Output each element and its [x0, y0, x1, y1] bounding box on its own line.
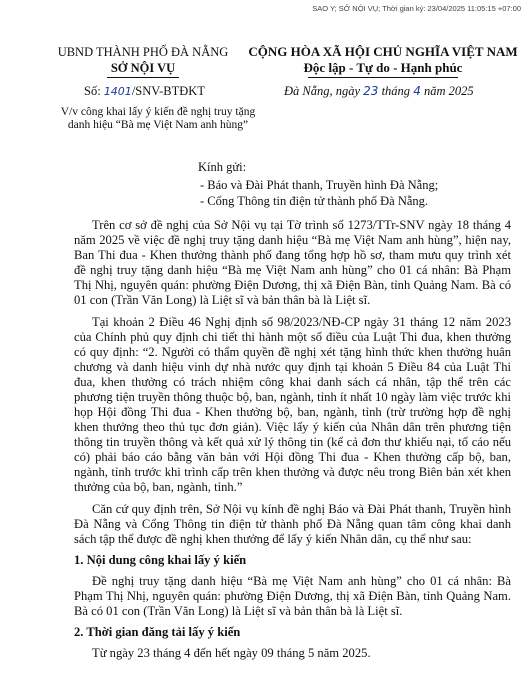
handwritten-month: 4 [413, 84, 421, 98]
document-number: Số: 1401/SNV-BTĐKT [84, 84, 205, 98]
country-name: CỘNG HÒA XÃ HỘI CHỦ NGHĨA VIỆT NAM [248, 44, 518, 59]
handwritten-day: 23 [363, 84, 379, 98]
document-subject: V/v công khai lấy ý kiến đề nghị truy tặng danh hiệu “Bà mẹ Việt Nam anh hùng” [60, 106, 256, 131]
agency-parent: UBND THÀNH PHỐ ĐÀ NẴNG [57, 45, 229, 59]
agency-underline [107, 77, 179, 78]
paragraph: Căn cứ quy định trên, Sở Nội vụ kính đề nghị Báo và Đài Phát thanh, Truyền hình Đà Nẵng và Cổng Thông tin điện tử thành phố Đà Nẵng quan tâm công khai danh sách tập thể được đề nghị khen thưởng để lấy ý kiến Nhân dân, cụ thể như sau: [74, 502, 511, 546]
agency-block [38, 44, 248, 78]
national-title-block [238, 44, 528, 78]
recipient-item: - Báo và Đài Phát thanh, Truyền hình Đà Nẵng; [200, 178, 439, 192]
paragraph: Từ ngày 23 tháng 4 đến hết ngày 09 tháng 5 năm 2025. [92, 646, 371, 660]
agency-name: SỞ NỘI VỤ [110, 61, 176, 75]
paragraph: Trên cơ sở đề nghị của Sở Nội vụ tại Tờ trình số 1273/TTr-SNV ngày 18 tháng 4 năm 2025 về việc đề nghị truy tặng danh hiệu “Bà mẹ Việt Nam anh hùng”, hiện nay, Ban Thi đua - Khen thưởng thành phố đang tổng hợp hồ sơ, tham mưu quy trình xét đề nghị truy tặng danh hiệu “Bà mẹ Việt Nam anh hùng” cho 01 cá nhân: Bà Phạm Thị Nhị, nguyên quán: phường Điện Dương, thị xã Điện Bàn, tỉnh Quảng Nam. Bà có 01 con (Trần Văn Long) là Liệt sĩ và bản thân bà là Liệt sĩ. [74, 218, 511, 307]
paragraph: Tại khoản 2 Điều 46 Nghị định số 98/2023/NĐ-CP ngày 31 tháng 12 năm 2023 của Chính phủ quy định chi tiết thi hành một số điều của Luật Thi đua, khen thưởng có quy định: “2. Người có thẩm quyền đề nghị xét tặng hình thức khen thưởng huân chương và danh hiệu vinh dự nhà nước quy định tại khoản 5 Điều 84 của Luật Thi đua, khen thưởng có trách nhiệm công khai danh sách cá nhân, tập thể trên các phương tiện truyền thông thuộc bộ, ban, ngành, tỉnh ít nhất 10 ngày làm việc trước khi họp Hội đồng Thi đua - Khen thưởng bộ, ban, ngành, tỉnh (trừ trường hợp đề nghị khen thưởng theo thủ tục đơn giản). Việc lấy ý kiến của Nhân dân trên phương tiện thông tin truyền thông và kết quả xử lý thông tin (kể cả đơn thư khiếu nại, tố cáo nếu có) phải báo cáo bằng văn bản với Hội đồng Thi đua - Khen thưởng cấp bộ, ban, ngành, tỉnh trước khi trình cấp trên khen thưởng và được nêu trong Biên bản xét khen thưởng của bộ, ban, ngành, tỉnh.” [74, 315, 511, 494]
document-date: Đà Nẵng, ngày 23 tháng 4 năm 2025 [284, 84, 474, 98]
document-body [74, 218, 511, 668]
section-heading: 2. Thời gian đăng tải lấy ý kiến [74, 625, 241, 639]
motto-underline [308, 77, 458, 78]
national-motto: Độc lập - Tự do - Hạnh phúc [303, 60, 463, 75]
section-heading: 1. Nội dung công khai lấy ý kiến [74, 553, 247, 567]
greeting: Kính gửi: [198, 160, 247, 174]
handwritten-number: 1401 [103, 85, 132, 98]
paragraph: Đề nghị truy tặng danh hiệu “Bà mẹ Việt Nam anh hùng” cho 01 cá nhân: Bà Phạm Thị Nhị, nguyên quán: phường Điện Dương, thị xã Điện Bàn, tỉnh Quảng Nam. Bà có 01 con (Trần Văn Long) là Liệt sĩ và bản thân bà là Liệt sĩ. [74, 574, 511, 618]
digital-signature-stamp: SAO Y; SỞ NỘI VỤ; Thời gian ký: 23/04/2025 11:05:15 +07:00 [312, 4, 521, 13]
recipient-item: - Cổng Thông tin điện tử thành phố Đà Nẵng. [200, 194, 429, 208]
